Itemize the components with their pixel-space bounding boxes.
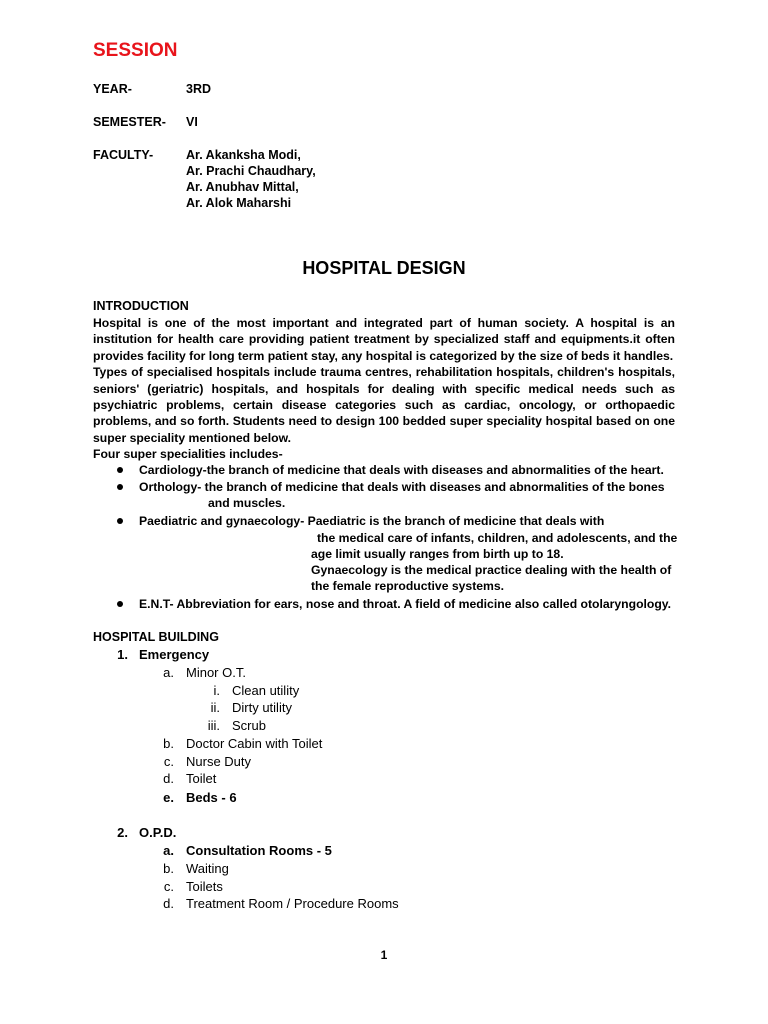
semester-label: SEMESTER- [93,115,166,129]
list-item: Scrub [232,718,266,733]
speciality-gynaecology-cont: the female reproductive systems. [311,579,505,593]
session-heading: SESSION [93,40,178,61]
list-letter: a. [163,665,174,680]
list-letter: c. [163,754,174,769]
list-number: 1. [117,647,128,662]
list-item: Minor O.T. [186,665,246,680]
speciality-paediatric: Paediatric and gynaecology- Paediatric is the branch of medicine that deals with [139,514,605,528]
year-value: 3RD [186,82,212,96]
page-number: 1 [380,948,388,962]
list-letter: c. [163,879,174,894]
speciality-paediatric-cont: the medical care of infants, children, and adolescents, and the [317,531,678,545]
list-item-consultation: Consultation Rooms - 5 [186,843,332,858]
list-item: Toilet [186,771,217,786]
speciality-cardiology: Cardiology-the branch of medicine that deals with diseases and abnormalities of the heart. [139,463,664,477]
faculty-name: Ar. Alok Maharshi [186,196,292,210]
list-item: Waiting [186,861,229,876]
list-item: Doctor Cabin with Toilet [186,736,323,751]
speciality-ent: E.N.T- Abbreviation for ears, nose and throat. A field of medicine also called otolaryngology. [139,597,672,611]
faculty-name: Ar. Anubhav Mittal, [186,180,299,194]
list-letter: e. [163,790,174,805]
speciality-orthology-cont: and muscles. [208,496,286,510]
list-item: Treatment Room / Procedure Rooms [186,896,399,911]
intro-paragraph: Four super specialities includes- [93,447,283,462]
list-item: Dirty utility [232,700,292,715]
hospital-building-heading: HOSPITAL BUILDING [93,630,219,644]
bullet-icon [117,518,123,524]
year-label: YEAR- [93,82,132,96]
list-item: Clean utility [232,683,300,698]
semester-value: VI [186,115,198,129]
speciality-gynaecology: Gynaecology is the medical practice dealing with the health of [311,563,672,577]
list-letter: d. [163,771,174,786]
document-title: HOSPITAL DESIGN [302,258,466,278]
faculty-name: Ar. Prachi Chaudhary, [186,164,316,178]
list-letter: a. [163,843,174,858]
intro-paragraph: Hospital is one of the most important and integrated part of human society. A hospital is an institution for health care providing patient treatment by specialized staff and equipments.it often provides facility for long term patient stay, any hospital is categorized by the size of beds it handles. [93,316,675,363]
section-emergency: Emergency [139,647,210,662]
list-number: 2. [117,825,128,840]
speciality-orthology: Orthology- the branch of medicine that deals with diseases and abnormalities of the bones [139,480,665,494]
introduction-heading: INTRODUCTION [93,299,189,313]
list-letter: b. [163,861,174,876]
list-roman: ii. [210,700,220,715]
speciality-paediatric-cont: age limit usually ranges from birth up to 18. [311,547,564,561]
section-opd: O.P.D. [139,825,177,840]
bullet-icon [117,484,123,490]
list-roman: iii. [207,718,220,733]
list-roman: i. [213,683,220,698]
list-item: Nurse Duty [186,754,252,769]
list-item-beds: Beds - 6 [186,790,237,805]
bullet-icon [117,467,123,473]
faculty-name: Ar. Akanksha Modi, [186,148,301,162]
list-letter: d. [163,896,174,911]
introduction-body [93,315,675,463]
list-item: Toilets [186,879,223,894]
list-letter: b. [163,736,174,751]
faculty-label: FACULTY- [93,148,154,162]
bullet-icon [117,601,123,607]
intro-paragraph: Types of specialised hospitals include trauma centres, rehabilitation hospitals, children's hospitals, seniors' (geriatric) hospitals, and hospitals for dealing with specific medical needs such as psychiatric problems, certain disease categories such as cardiac, oncology, or orthopaedic problems, and so forth. Students need to design 100 bedded super speciality hospital based on one super speciality mentioned below. [93,365,675,445]
